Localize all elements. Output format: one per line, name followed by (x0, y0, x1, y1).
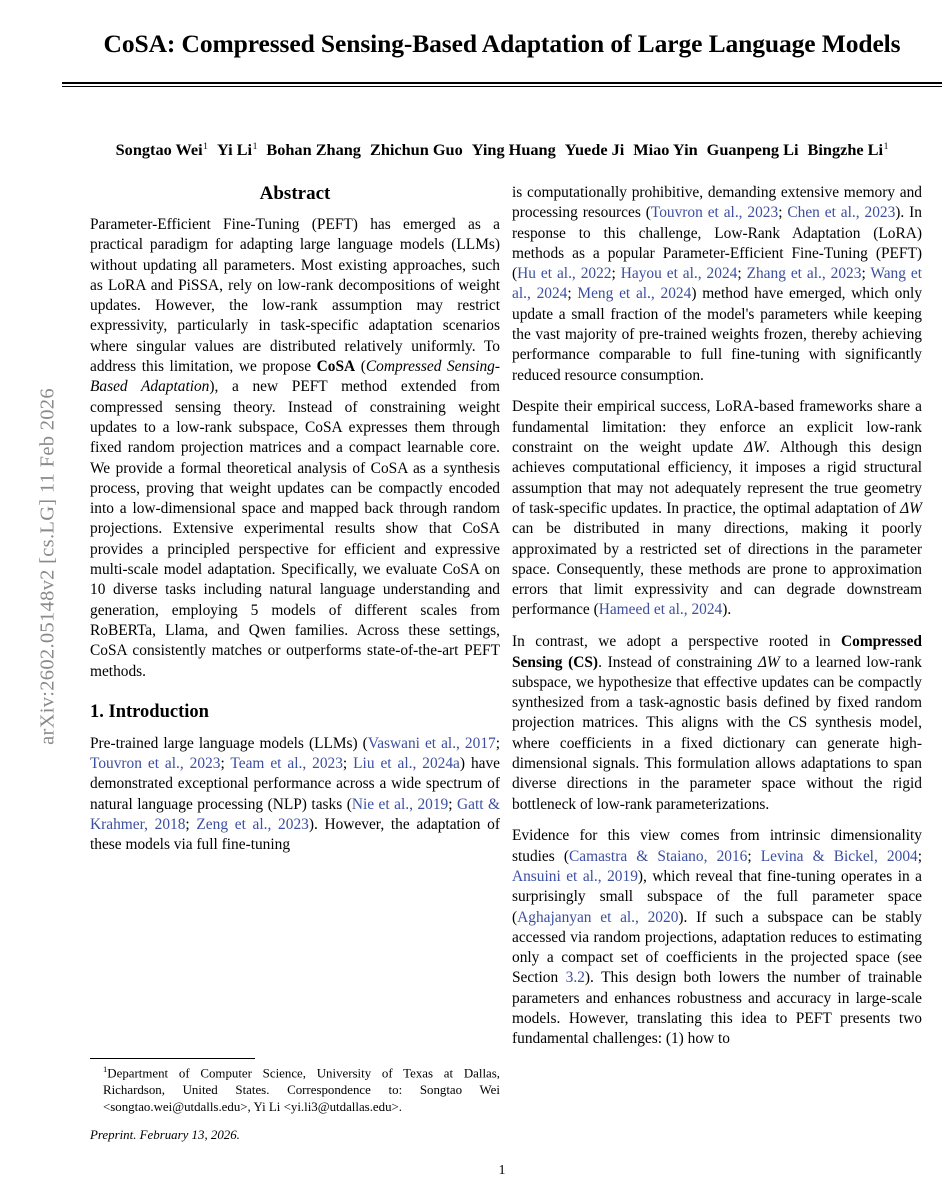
citation-link[interactable]: Touvron et al., 2023 (90, 755, 221, 773)
math-delta-w: ΔW (744, 439, 766, 457)
right-paragraph-3 (512, 632, 922, 815)
abstract-heading: Abstract (259, 183, 331, 204)
title-divider (62, 82, 942, 88)
footnote-marker: 1 (103, 1064, 108, 1074)
footnote-block (90, 1058, 500, 1154)
paragraph-text-part: . Although this design achieves computational efficiency, it imposes a rigid structural assumption that may not adequately represent the true geometry of task-specific updates. In practice, the optimal adaptation of (512, 439, 922, 517)
preprint-notice: Preprint. February 13, 2026. (90, 1127, 240, 1142)
citation-link[interactable]: Hameed et al., 2024 (598, 601, 723, 619)
left-column (90, 183, 500, 867)
section-heading-introduction: 1. Introduction (90, 701, 209, 722)
footnote-affiliation (90, 1064, 500, 1116)
paragraph-text-part: ). However, the adaptation of these models via full fine-tuning (90, 816, 501, 854)
right-paragraph-1 (512, 183, 922, 386)
paragraph-text-part: ) method have emerged, which only update a small fraction of the model's parameters while keeping the vast majority of pre-trained weights frozen, thereby achieving performance comparable to full fine-tuning with significantly reduced resource consumption. (512, 285, 923, 384)
author-name: Yi Li (216, 140, 253, 160)
author-name: Songtao Wei (115, 140, 203, 160)
citation-link[interactable]: Team et al., 2023 (230, 755, 343, 773)
paragraph-text-part: . Instead of constraining (598, 653, 758, 671)
citation-link[interactable]: Chen et al., 2023 (787, 204, 896, 222)
paragraph-text-part: ; (861, 265, 871, 283)
arxiv-identifier-stamp: arXiv:2602.05148v2 [cs.LG] 11 Feb 2026 (36, 388, 59, 745)
abstract-text-part: Parameter-Efficient Fine-Tuning (PEFT) has emerged as a practical paradigm for adapting large language models (LLMs) without updating all parameters. Most existing approaches, such as LoRA and PiSSA, rely on low-rank decompositions of weight updates. However, the low-rank assumption may restrict expressivity, particularly in task-specific adaptation scenarios where singular values are distributed relatively uniformly. To address this limitation, we propose (90, 216, 500, 376)
paragraph-text-part: ). (722, 601, 732, 619)
citation-link[interactable]: Liu et al., 2024a (353, 755, 460, 773)
paragraph-text-part: Pre-trained large language models (LLMs) ( (90, 734, 368, 752)
paragraph-text-part: Evidence for this view comes from intrinsic dimensionality studies ( (512, 827, 922, 865)
author-entry (370, 140, 463, 159)
paragraph-text-part: ) have demonstrated exceptional performance across a wide spectrum of natural language processing (NLP) tasks ( (90, 755, 501, 813)
citation-link[interactable]: Nie et al., 2019 (351, 795, 449, 813)
right-paragraph-2 (512, 397, 922, 620)
author-entry (808, 140, 889, 159)
paragraph-text-part: ; (778, 204, 788, 222)
paragraph-text-part: ; (342, 755, 354, 773)
paragraph-text-part: ; (495, 734, 500, 752)
author-entry (217, 140, 257, 159)
paragraph-text-part: is computationally prohibitive, demanding extensive memory and processing resources ( (512, 184, 922, 222)
footnote-text: Department of Computer Science, University of Texas at Dallas, Richardson, United States. Correspondence to: Songtao Wei <songtao.wei@utdalls.edu>, Yi Li <yi.li3@utdallas.edu>. (103, 1066, 500, 1114)
method-name-expansion: Compressed Sensing-Based Adaptation (90, 358, 500, 396)
paragraph-text-part: can be distributed in many directions, making it poorly approximated by a restricted set of directions in the parameter space. Consequently, these methods are prone to approximation errors that limit expressivity and can degrade downstream performance ( (512, 520, 922, 619)
intro-paragraph-1 (90, 734, 500, 856)
paragraph-text-part: ), which reveal that fine-tuning operates in a surprisingly small subspace of the full parameter space ( (512, 868, 922, 926)
citation-link[interactable]: Zhang et al., 2023 (746, 265, 862, 283)
paragraph-text-part: ). This design both lowers the number of trainable parameters and enhances robustness and accuracy in large-scale models. However, translating this idea to PEFT presents two fundamental challenges: (1) how to (512, 969, 923, 1048)
paragraph-text-part: ). In response to this challenge, Low-Rank Adaptation (LoRA) methods as a popular Parameter-Efficient Fine-Tuning (PEFT) ( (512, 204, 922, 283)
citation-link[interactable]: Wang et al., 2024 (512, 265, 922, 303)
author-entry (266, 140, 361, 159)
paragraph-text-part: ; (448, 795, 458, 813)
abstract-paragraph (90, 215, 500, 682)
math-delta-w: ΔW (757, 653, 780, 671)
author-entry (633, 140, 697, 159)
citation-link[interactable]: Zeng et al., 2023 (196, 816, 309, 834)
author-name: Ying Huang (471, 140, 556, 160)
paragraph-text-part: ; (567, 285, 578, 303)
paragraph-text-part: Despite their empirical success, LoRA-based frameworks share a fundamental limitation: they enforce an explicit low-rank constraint on the weight update (512, 398, 922, 457)
author-entry (472, 140, 556, 159)
citation-link[interactable]: Ansuini et al., 2019 (512, 868, 638, 885)
section-reference-link[interactable]: 3.2 (565, 969, 585, 987)
author-name: Bohan Zhang (266, 140, 361, 160)
citation-link[interactable]: Gatt & Krahmer, 2018 (90, 795, 500, 834)
citation-link[interactable]: Hu et al., 2022 (517, 265, 612, 283)
footnote-divider (90, 1058, 255, 1059)
right-paragraph-4 (512, 826, 922, 1049)
method-name-bold: CoSA (316, 358, 356, 376)
author-affiliation-marker: 1 (203, 141, 208, 153)
author-entry (116, 140, 208, 159)
page-number: 1 (498, 1163, 506, 1178)
author-name: Miao Yin (633, 140, 698, 160)
paragraph-text-part: ; (185, 816, 197, 834)
abstract-body (90, 215, 500, 682)
author-entry (565, 140, 625, 159)
paragraph-text-part: ). If such a subspace can be stably accessed via random projections, adaptation reduces to estimating only a compact set of coefficients in the projected space (see Section (512, 908, 922, 987)
citation-link[interactable]: Vaswani et al., 2017 (367, 734, 496, 752)
paragraph-text-part: ; (611, 265, 621, 283)
citation-link[interactable]: Touvron et al., 2023 (650, 204, 779, 222)
author-name: Zhichun Guo (369, 140, 463, 160)
paragraph-text-part: In contrast, we adopt a perspective rooted in (512, 633, 842, 651)
author-entry (707, 140, 799, 159)
abstract-text-part: ( (355, 358, 366, 376)
two-column-body (62, 183, 942, 1193)
paper-page (62, 0, 942, 1200)
author-name: Guanpeng Li (706, 140, 799, 160)
paragraph-text-part: to a learned low-rank subspace, we hypothesize that effective updates can be compactly synthesized from a task-agnostic basis defined by fixed random projection matrices. This aligns with the CS synthesis model, where coefficients in a fixed dictionary can generate high-dimensional signals. This formulation allows adaptations to span diverse directions in the parameter space without the rigid bottleneck of low-rank parameterizations. (512, 653, 922, 813)
citation-link[interactable]: Aghajanyan et al., 2020 (517, 908, 679, 926)
paragraph-text-part: ; (747, 847, 761, 865)
citation-link[interactable]: Levina & Bickel, 2004 (760, 847, 918, 865)
author-name: Bingzhe Li (807, 140, 884, 160)
citation-link[interactable]: Hayou et al., 2024 (620, 265, 738, 283)
author-affiliation-marker: 1 (252, 141, 258, 153)
paragraph-text-part: ; (220, 755, 231, 773)
math-delta-w: ΔW (900, 499, 922, 517)
page-title: CoSA: Compressed Sensing-Based Adaptation of Large Language Models (103, 29, 901, 58)
paragraph-text-part: ; (917, 847, 922, 865)
right-column (512, 183, 922, 1061)
abstract-text-part: ), a new PEFT method extended from compressed sensing theory. Instead of constraining weight updates to a low-rank subspace, CoSA expresses them through fixed random projection matrices and a compact learnable core. We provide a formal theoretical analysis of CoSA as a synthesis process, proving that weight updates can be compactly encoded into a low-dimensional space and mapped back through random projections. Extensive experimental results show that CoSA provides a principled perspective for efficient and expressive multi-scale model adaptation. Specifically, we evaluate CoSA on 10 diverse tasks including natural language understanding and generation, employing 5 models of different scales from RoBERTa, Llama, and Qwen families. Across these settings, CoSA consistently matches or outperforms state-of-the-art PEFT methods. (90, 378, 500, 680)
author-list (62, 139, 942, 160)
citation-link[interactable]: Meng et al., 2024 (577, 285, 692, 303)
paragraph-text-part: ; (737, 265, 747, 283)
author-name: Yuede Ji (564, 140, 625, 160)
citation-link[interactable]: Camastra & Staiano, 2016 (569, 847, 748, 865)
author-affiliation-marker: 1 (883, 141, 889, 153)
compressed-sensing-bold: Compressed Sensing (CS) (512, 633, 922, 671)
